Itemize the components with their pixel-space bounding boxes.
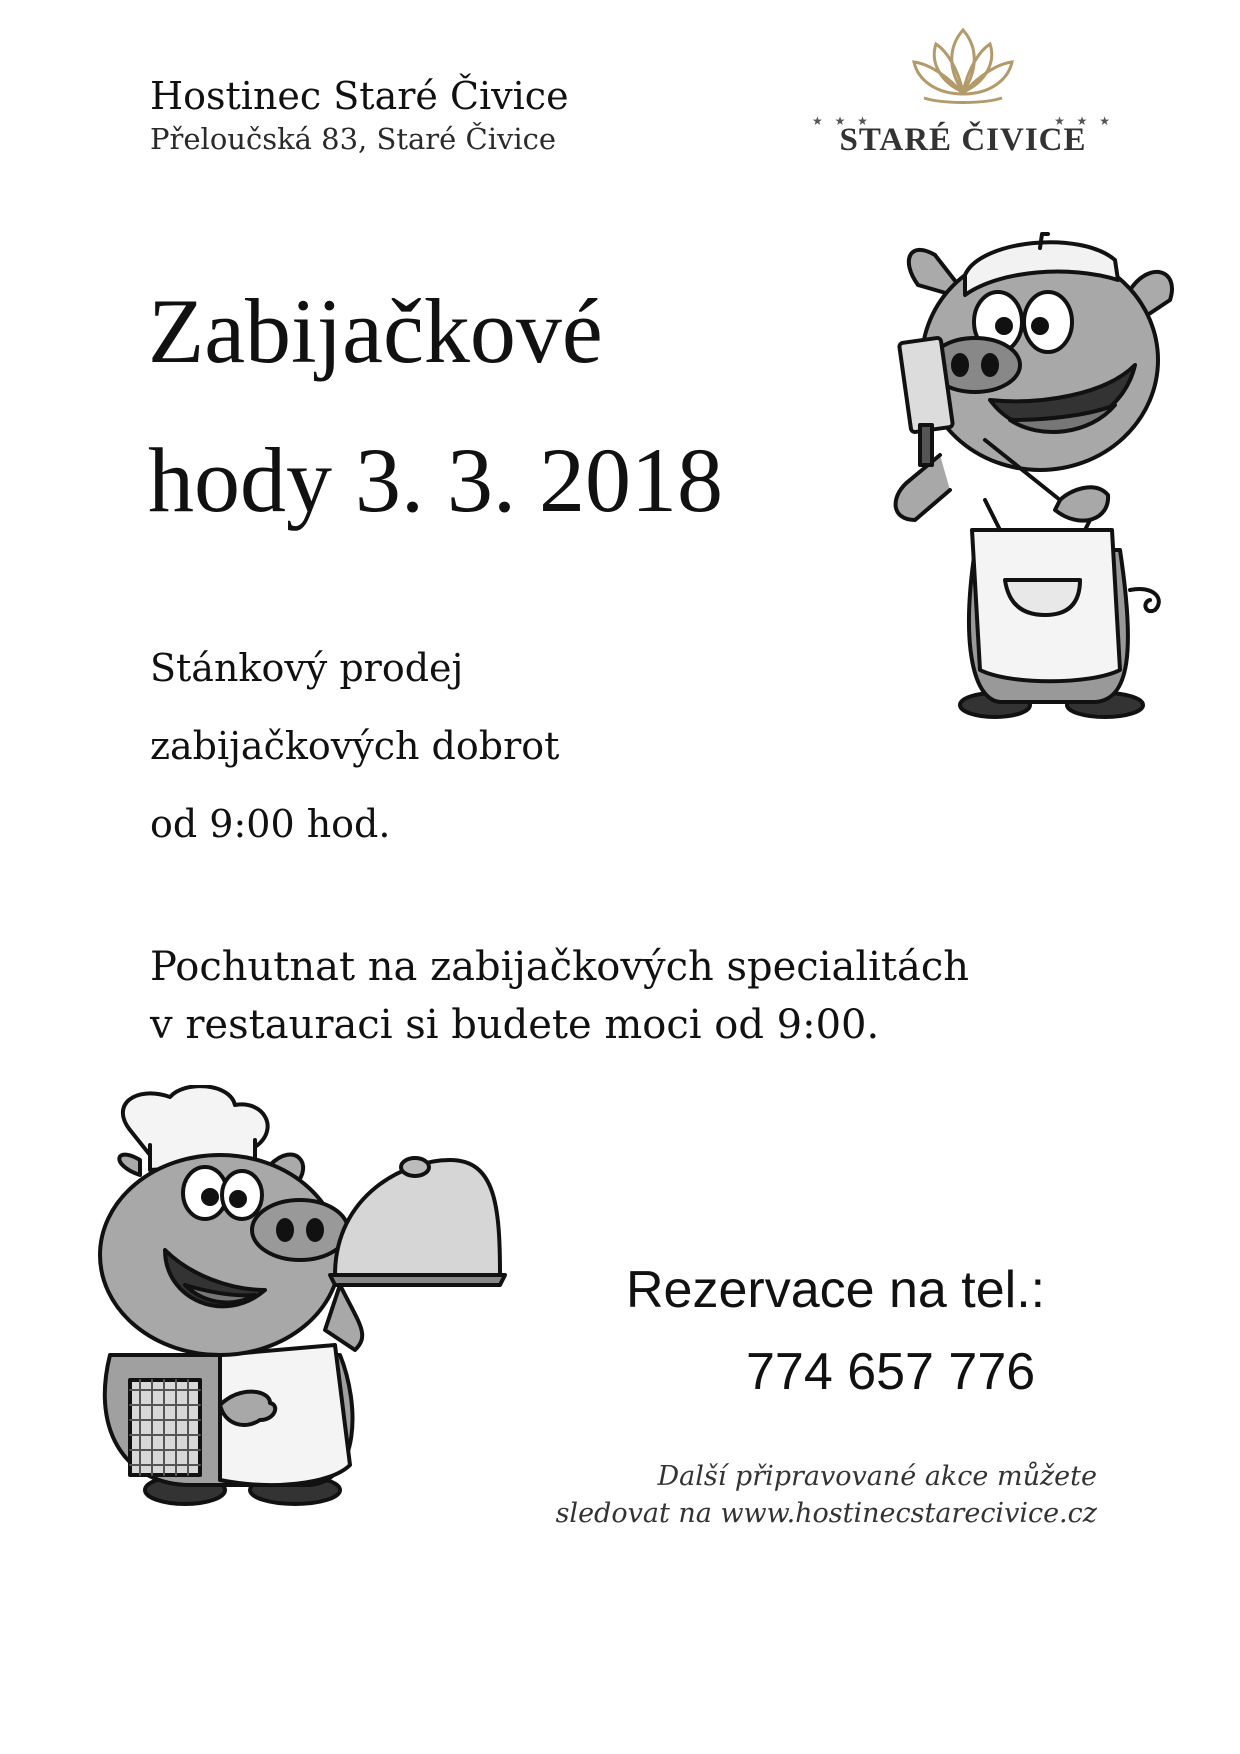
stall-line-1: Stánkový prodej bbox=[150, 646, 464, 690]
pig-butcher-icon bbox=[880, 230, 1200, 730]
footer-line-2: sledovat na www.hostinecstarecivice.cz bbox=[555, 1498, 1097, 1529]
reservation-label: Rezervace na tel.: bbox=[626, 1261, 1046, 1319]
venue-address: Přeloučská 83, Staré Čivice bbox=[150, 122, 557, 156]
restaurant-line-2: v restauraci si budete moci od 9:00. bbox=[150, 1002, 880, 1048]
pig-chef-icon bbox=[70, 1085, 570, 1515]
stall-line-2: zabijačkových dobrot bbox=[150, 724, 560, 768]
logo-stars-right: ★ ★ ★ bbox=[1054, 114, 1114, 128]
event-title-line-2: hody 3. 3. 2018 bbox=[148, 429, 723, 531]
restaurant-line-1: Pochutnat na zabijačkových specialitách bbox=[150, 944, 969, 990]
logo-stars-left: ★ ★ ★ bbox=[812, 114, 872, 128]
lotus-logo-icon bbox=[808, 22, 1118, 117]
stall-line-3: od 9:00 hod. bbox=[150, 802, 391, 846]
event-title-line-1: Zabijačkové bbox=[148, 280, 603, 382]
reservation-phone: 774 657 776 bbox=[746, 1343, 1036, 1401]
venue-logo bbox=[808, 22, 1118, 162]
venue-name: Hostinec Staré Čivice bbox=[150, 74, 569, 118]
footer-line-1: Další připravované akce můžete bbox=[657, 1461, 1097, 1492]
logo-text: STARÉ ČIVICE bbox=[839, 122, 1087, 158]
